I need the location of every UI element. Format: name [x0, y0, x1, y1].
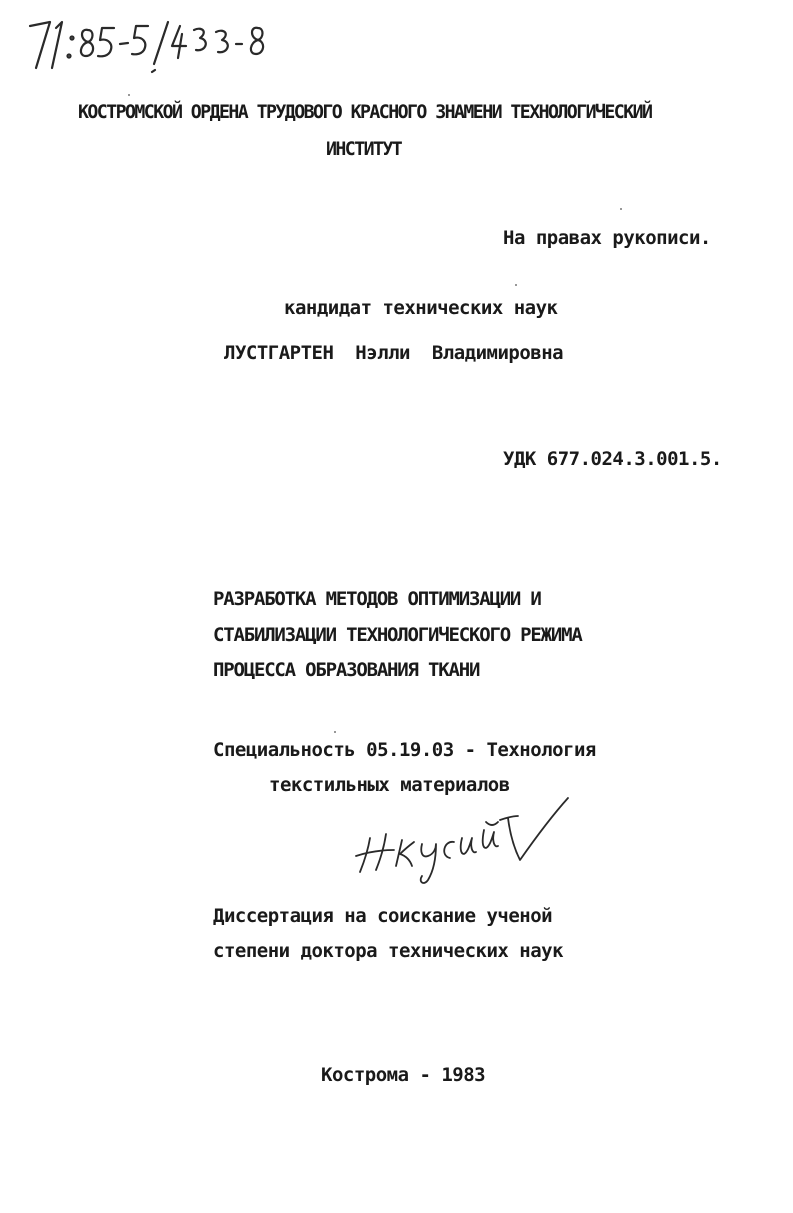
author-degree: кандидат технических наук [284, 297, 558, 319]
specialty-line-1: Специальность 05.19.03 - Технология [213, 739, 596, 761]
handwritten-signature [350, 790, 590, 890]
dissertation-line-1: Диссертация на соискание ученой [213, 905, 553, 927]
manuscript-note: На правах рукописи. [503, 227, 711, 249]
place-year: Кострома - 1983 [321, 1064, 486, 1086]
author-name: ЛУСТГАРТЕН Нэлли Владимировна [224, 342, 564, 364]
archive-stamp [22, 10, 272, 80]
title-line-2: СТАБИЛИЗАЦИИ ТЕХНОЛОГИЧЕСКОГО РЕЖИМА [213, 624, 582, 646]
specialty-line-2: текстильных материалов [269, 774, 510, 796]
scan-speck [334, 731, 336, 733]
scan-speck [128, 94, 130, 96]
dissertation-line-2: степени доктора технических наук [213, 940, 564, 962]
institution-line-2: ИНСТИТУТ [326, 139, 402, 160]
title-line-3: ПРОЦЕССА ОБРАЗОВАНИЯ ТКАНИ [213, 659, 480, 681]
scan-speck [620, 208, 622, 210]
scan-speck [515, 284, 517, 286]
institution-line-1: КОСТРОМСКОЙ ОРДЕНА ТРУДОВОГО КРАСНОГО ЗНАМЕНИ ТЕХНОЛОГИЧЕСКИЙ [78, 102, 652, 123]
title-line-1: РАЗРАБОТКА МЕТОДОВ ОПТИМИЗАЦИИ И [213, 588, 541, 610]
udc-code: УДК 677.024.3.001.5. [503, 448, 722, 470]
